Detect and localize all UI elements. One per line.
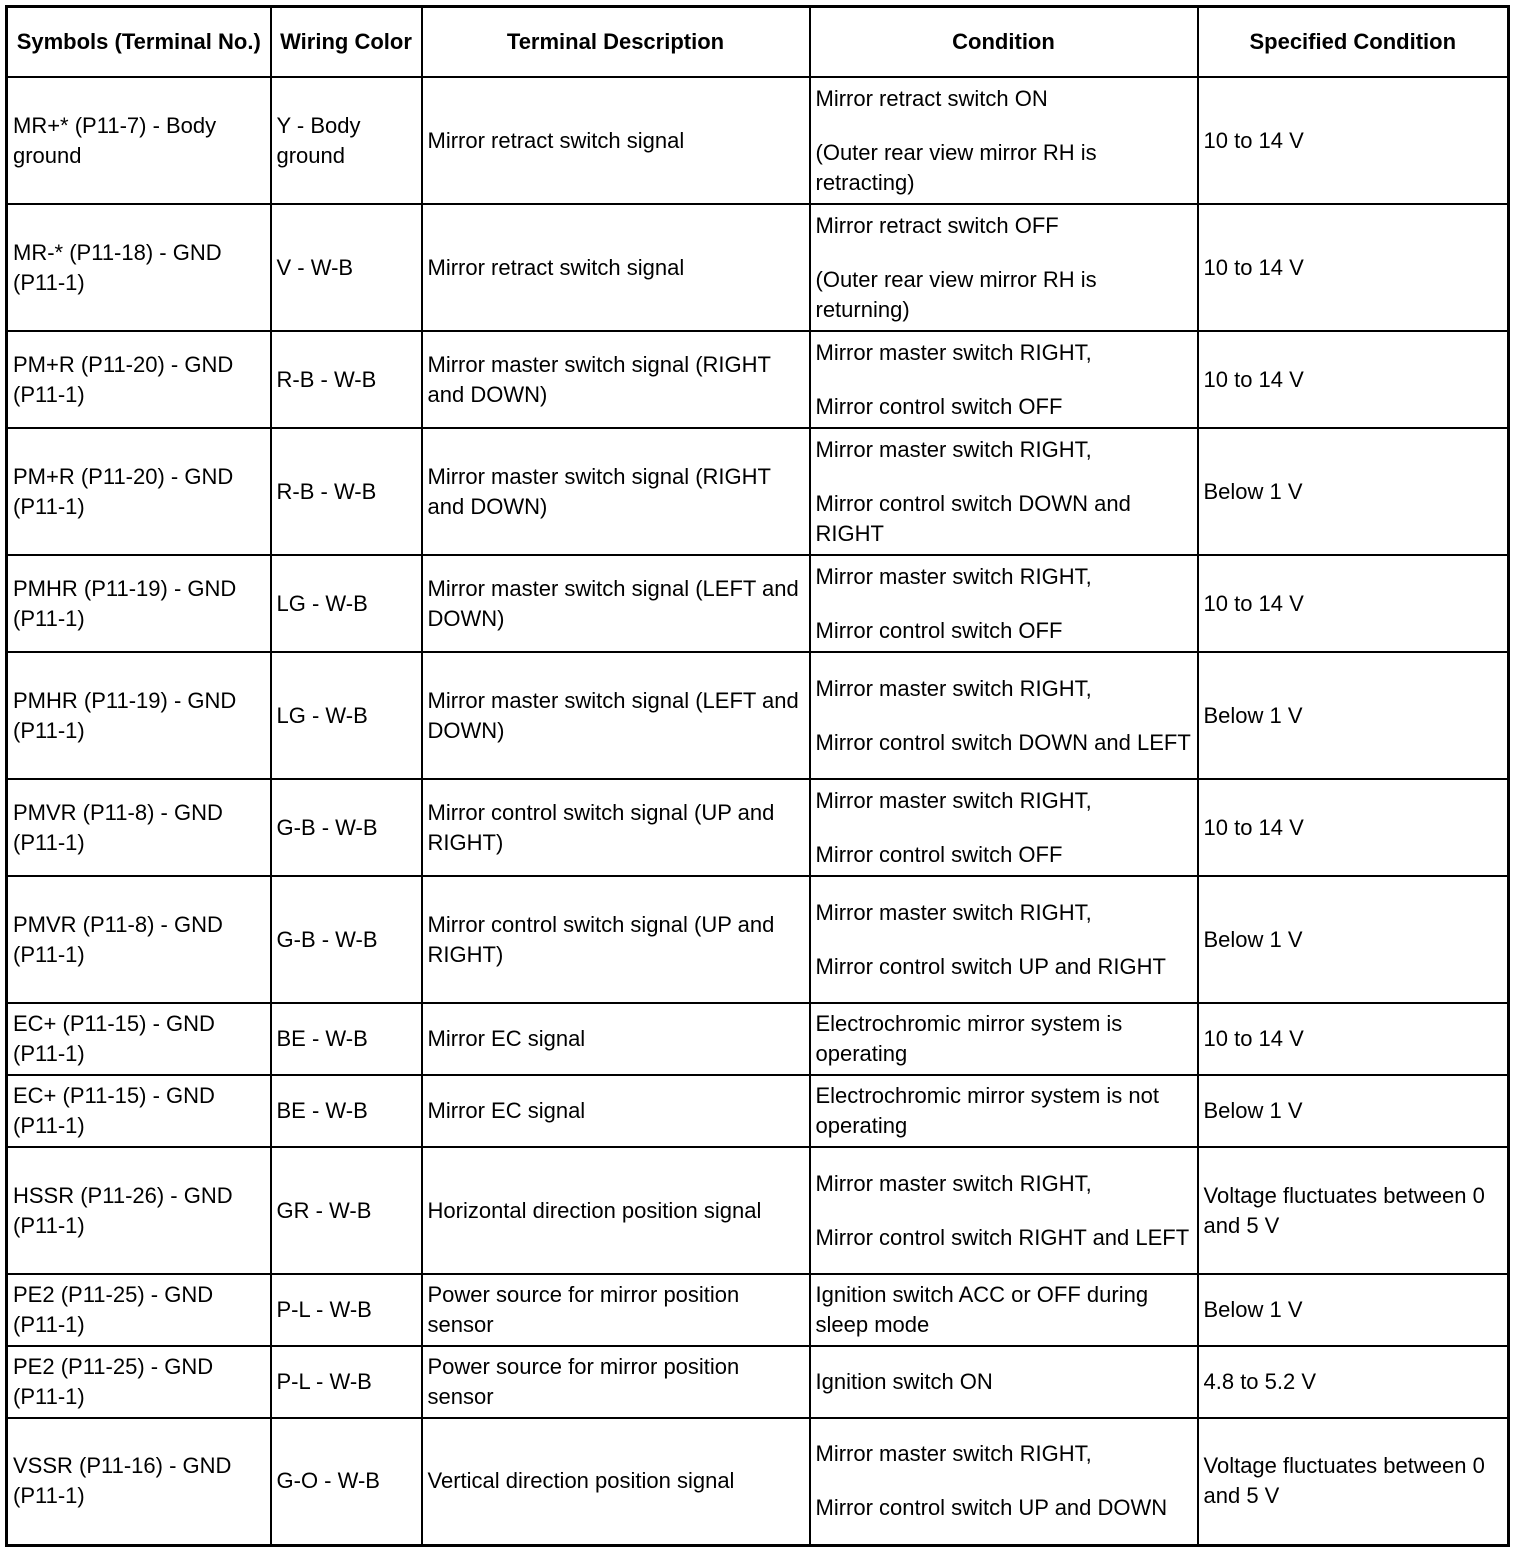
- cell-symbol: HSSR (P11-26) - GND (P11-1): [7, 1147, 271, 1274]
- cell-symbol: PM+R (P11-20) - GND (P11-1): [7, 428, 271, 555]
- header-wiring-color: Wiring Color: [271, 7, 422, 78]
- condition-line: Ignition switch ON: [815, 1369, 993, 1394]
- cell-wiring-color: V - W-B: [271, 204, 422, 331]
- table-row: [7, 779, 1509, 876]
- cell-condition: [810, 779, 1198, 876]
- cell-terminal-description: Power source for mirror position sensor: [422, 1274, 810, 1346]
- condition-spacer: [816, 592, 1192, 616]
- condition-line: (Outer rear view mirror RH is returning): [815, 266, 1097, 322]
- condition-line: Electrochromic mirror system is operating: [815, 1011, 1123, 1066]
- condition-line: Mirror retract switch OFF: [815, 212, 1059, 238]
- cell-terminal-description: Mirror EC signal: [422, 1075, 810, 1147]
- cell-specified-condition: 10 to 14 V: [1198, 331, 1509, 428]
- cell-specified-condition: Below 1 V: [1198, 1075, 1509, 1147]
- condition-spacer: [816, 816, 1192, 840]
- cell-symbol: PMVR (P11-8) - GND (P11-1): [7, 876, 271, 1003]
- cell-specified-condition: Voltage fluctuates between 0 and 5 V: [1198, 1418, 1509, 1545]
- table-row: [7, 1003, 1509, 1075]
- cell-symbol: MR-* (P11-18) - GND (P11-1): [7, 204, 271, 331]
- cell-wiring-color: BE - W-B: [271, 1075, 422, 1147]
- header-terminal-description: Terminal Description: [422, 7, 810, 78]
- cell-terminal-description: Mirror master switch signal (LEFT and DOWN): [422, 555, 810, 652]
- table-row: [7, 652, 1509, 779]
- condition-line: Mirror master switch RIGHT,: [815, 563, 1092, 589]
- cell-terminal-description: Mirror master switch signal (LEFT and DOWN): [422, 652, 810, 779]
- cell-wiring-color: LG - W-B: [271, 555, 422, 652]
- cell-symbol: MR+* (P11-7) - Body ground: [7, 77, 271, 204]
- cell-terminal-description: Vertical direction position signal: [422, 1418, 810, 1545]
- condition-line: Electrochromic mirror system is not operating: [815, 1083, 1160, 1138]
- condition-line: Mirror retract switch ON: [815, 85, 1048, 111]
- header-condition: Condition: [810, 7, 1198, 78]
- header-row: [7, 7, 1509, 78]
- condition-spacer: [816, 114, 1192, 138]
- cell-terminal-description: Power source for mirror position sensor: [422, 1346, 810, 1418]
- condition-line: Mirror master switch RIGHT,: [815, 899, 1092, 925]
- condition-line: Mirror master switch RIGHT,: [815, 339, 1092, 365]
- terminal-table: [5, 5, 1510, 1547]
- cell-wiring-color: R-B - W-B: [271, 428, 422, 555]
- cell-terminal-description: Mirror master switch signal (RIGHT and DOWN): [422, 331, 810, 428]
- cell-condition: [810, 555, 1198, 652]
- cell-condition: [810, 652, 1198, 779]
- condition-spacer: [816, 368, 1192, 392]
- cell-specified-condition: 10 to 14 V: [1198, 204, 1509, 331]
- condition-line: Mirror control switch UP and DOWN: [815, 1495, 1168, 1521]
- cell-terminal-description: Mirror retract switch signal: [422, 77, 810, 204]
- cell-specified-condition: 4.8 to 5.2 V: [1198, 1346, 1509, 1418]
- condition-spacer: [816, 1469, 1192, 1493]
- cell-specified-condition: Below 1 V: [1198, 876, 1509, 1003]
- cell-specified-condition: Voltage fluctuates between 0 and 5 V: [1198, 1147, 1509, 1274]
- condition-line: Mirror control switch OFF: [815, 617, 1063, 643]
- table-row: [7, 1346, 1509, 1418]
- cell-symbol: PMHR (P11-19) - GND (P11-1): [7, 652, 271, 779]
- condition-line: Mirror master switch RIGHT,: [815, 1441, 1092, 1467]
- cell-wiring-color: G-O - W-B: [271, 1418, 422, 1545]
- cell-wiring-color: GR - W-B: [271, 1147, 422, 1274]
- condition-spacer: [816, 1199, 1192, 1223]
- cell-condition: [810, 1274, 1198, 1346]
- condition-line: Mirror master switch RIGHT,: [815, 436, 1092, 462]
- cell-specified-condition: 10 to 14 V: [1198, 779, 1509, 876]
- cell-wiring-color: P-L - W-B: [271, 1346, 422, 1418]
- table-row: [7, 77, 1509, 204]
- table-row: [7, 1418, 1509, 1545]
- condition-line: Ignition switch ACC or OFF during sleep mode: [815, 1282, 1149, 1337]
- cell-specified-condition: Below 1 V: [1198, 652, 1509, 779]
- cell-terminal-description: Horizontal direction position signal: [422, 1147, 810, 1274]
- cell-terminal-description: Mirror master switch signal (RIGHT and DOWN): [422, 428, 810, 555]
- cell-condition: [810, 876, 1198, 1003]
- condition-line: Mirror control switch DOWN and LEFT: [815, 729, 1191, 755]
- condition-line: Mirror control switch UP and RIGHT: [815, 953, 1166, 979]
- condition-spacer: [816, 465, 1192, 489]
- cell-condition: [810, 331, 1198, 428]
- cell-symbol: PE2 (P11-25) - GND (P11-1): [7, 1274, 271, 1346]
- cell-specified-condition: Below 1 V: [1198, 1274, 1509, 1346]
- table-row: [7, 876, 1509, 1003]
- cell-condition: [810, 1346, 1198, 1418]
- condition-line: Mirror control switch RIGHT and LEFT: [815, 1224, 1190, 1250]
- cell-terminal-description: Mirror EC signal: [422, 1003, 810, 1075]
- table-row: [7, 1075, 1509, 1147]
- table-row: [7, 331, 1509, 428]
- cell-wiring-color: LG - W-B: [271, 652, 422, 779]
- cell-condition: [810, 1147, 1198, 1274]
- cell-terminal-description: Mirror retract switch signal: [422, 204, 810, 331]
- condition-line: Mirror control switch DOWN and RIGHT: [815, 490, 1131, 546]
- condition-line: Mirror control switch OFF: [815, 393, 1063, 419]
- table-row: [7, 428, 1509, 555]
- table-row: [7, 555, 1509, 652]
- cell-symbol: PE2 (P11-25) - GND (P11-1): [7, 1346, 271, 1418]
- cell-symbol: PM+R (P11-20) - GND (P11-1): [7, 331, 271, 428]
- cell-condition: [810, 204, 1198, 331]
- condition-line: Mirror master switch RIGHT,: [815, 787, 1092, 813]
- cell-symbol: VSSR (P11-16) - GND (P11-1): [7, 1418, 271, 1545]
- condition-line: Mirror master switch RIGHT,: [815, 1170, 1092, 1196]
- condition-spacer: [816, 241, 1192, 265]
- table-row: [7, 204, 1509, 331]
- cell-wiring-color: BE - W-B: [271, 1003, 422, 1075]
- condition-spacer: [816, 928, 1192, 952]
- condition-line: Mirror control switch OFF: [815, 841, 1063, 867]
- cell-symbol: EC+ (P11-15) - GND (P11-1): [7, 1003, 271, 1075]
- cell-specified-condition: 10 to 14 V: [1198, 1003, 1509, 1075]
- cell-condition: [810, 1418, 1198, 1545]
- table-body: [7, 77, 1509, 1545]
- condition-line: (Outer rear view mirror RH is retracting): [815, 139, 1097, 195]
- cell-specified-condition: 10 to 14 V: [1198, 77, 1509, 204]
- cell-specified-condition: 10 to 14 V: [1198, 555, 1509, 652]
- cell-condition: [810, 1003, 1198, 1075]
- table-row: [7, 1147, 1509, 1274]
- cell-wiring-color: Y - Body ground: [271, 77, 422, 204]
- cell-specified-condition: Below 1 V: [1198, 428, 1509, 555]
- table-row: [7, 1274, 1509, 1346]
- header-symbols: Symbols (Terminal No.): [7, 7, 271, 78]
- cell-symbol: PMHR (P11-19) - GND (P11-1): [7, 555, 271, 652]
- cell-condition: [810, 428, 1198, 555]
- cell-wiring-color: G-B - W-B: [271, 779, 422, 876]
- cell-symbol: EC+ (P11-15) - GND (P11-1): [7, 1075, 271, 1147]
- cell-wiring-color: G-B - W-B: [271, 876, 422, 1003]
- cell-condition: [810, 1075, 1198, 1147]
- cell-wiring-color: P-L - W-B: [271, 1274, 422, 1346]
- cell-symbol: PMVR (P11-8) - GND (P11-1): [7, 779, 271, 876]
- condition-spacer: [816, 704, 1192, 728]
- cell-terminal-description: Mirror control switch signal (UP and RIGHT): [422, 876, 810, 1003]
- cell-wiring-color: R-B - W-B: [271, 331, 422, 428]
- cell-condition: [810, 77, 1198, 204]
- header-specified-condition: Specified Condition: [1198, 7, 1509, 78]
- condition-line: Mirror master switch RIGHT,: [815, 675, 1092, 701]
- cell-terminal-description: Mirror control switch signal (UP and RIGHT): [422, 779, 810, 876]
